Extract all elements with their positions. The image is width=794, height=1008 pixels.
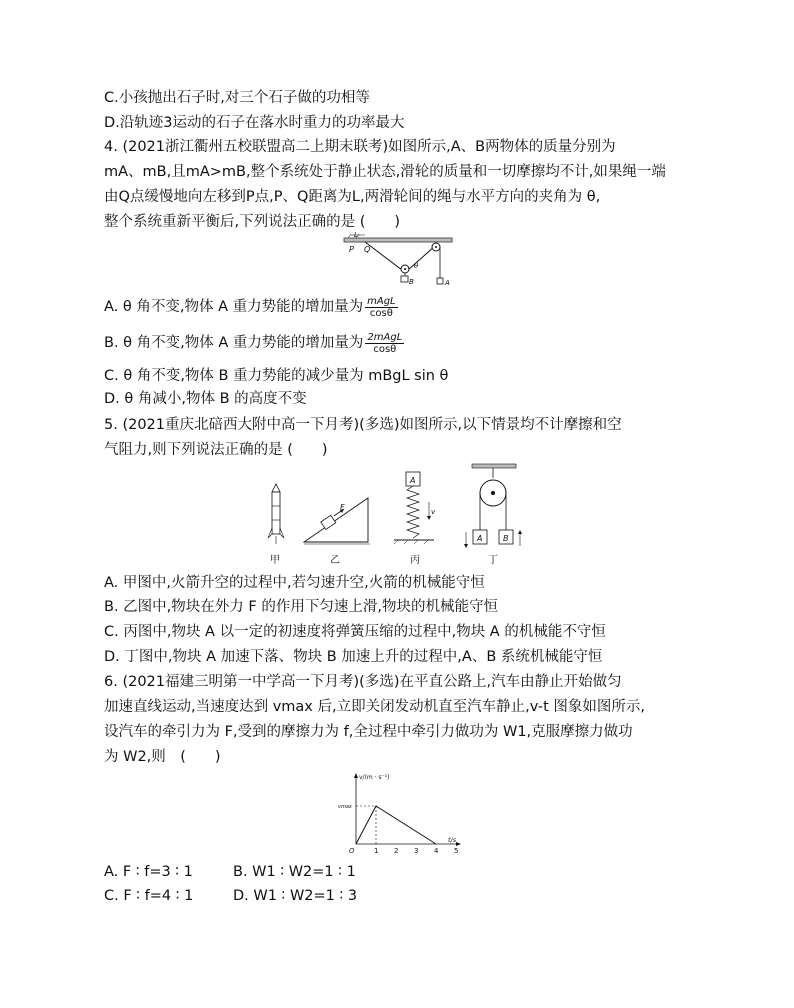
xtick-label-4: 4 [434, 847, 439, 855]
q6-option-b: B. W1 ∶ W2=1 ∶ 1 [233, 864, 356, 880]
rocket-scene [268, 484, 284, 544]
q4-option-b-fraction [365, 332, 404, 355]
q6-option-a: A. F ∶ f=3 ∶ 1 [104, 864, 193, 880]
q6-stem-line2: 加速直线运动,当速度达到 vmax 后,立即关闭发动机直至汽车静止,v-t 图象如图所示, [104, 699, 646, 715]
q5-option-c: C. 丙图中,物块 A 以一定的初速度将弹簧压缩的过程中,物块 A 的机械能不守恒 [104, 624, 606, 640]
label-F: F [340, 503, 345, 512]
q4-option-a [104, 293, 400, 321]
vt-series-line [356, 806, 436, 844]
q4-option-a-denominator: cosθ [369, 307, 393, 319]
label-A-atwood: A [477, 534, 483, 543]
q4-label-theta: θ [414, 262, 419, 270]
q4-label-L: L [354, 232, 358, 239]
x-axis-label: t/s [448, 836, 457, 844]
q4-option-c: C. θ 角不变,物体 B 重力势能的减少量为 mBgL sin θ [104, 368, 449, 384]
q3-option-c: C.小孩抛出石子时,对三个石子做的功相等 [104, 90, 370, 106]
q4-stem-line2: mA、mB,且mA>mB,整个系统处于静止状态,滑轮的质量和一切摩擦均不计,如果绳一端 [104, 164, 666, 180]
q6-vt-chart [334, 770, 474, 856]
q5-stem-line1: 5. (2021重庆北碚西大附中高一下月考)(多选)如图所示,以下情景均不计摩擦和空 [104, 417, 622, 433]
atwood-scene [464, 464, 522, 548]
q6-stem-line4: 为 W2,则 ( ) [104, 749, 221, 765]
label-yi: 乙 [330, 555, 340, 566]
xtick-label-1: 1 [374, 847, 379, 855]
q4-option-a-fraction [365, 296, 398, 319]
q4-label-Q: Q [364, 245, 371, 254]
q4-label-B: B [409, 278, 414, 286]
incline-scene [304, 498, 370, 544]
q5-stem-line2: 气阻力,则下列说法正确的是 ( ) [104, 442, 328, 458]
label-v-spring: v [431, 508, 436, 516]
q4-option-b-numerator: 2mAgL [367, 331, 403, 343]
q4-option-a-text: A. θ 角不变,物体 A 重力势能的增加量为 [104, 299, 364, 315]
xtick-label-5: 5 [454, 847, 459, 855]
label-A-spring: A [410, 476, 416, 485]
q4-option-b-text: B. θ 角不变,物体 A 重力势能的增加量为 [104, 335, 364, 351]
q5-option-d: D. 丁图中,物块 A 加速下落、物块 B 加速上升的过程中,A、B 系统机械能守恒 [104, 649, 603, 665]
label-jia: 甲 [270, 555, 280, 566]
q4-stem-line3: 由Q点缓慢地向左移到P点,P、Q距离为L,两滑轮间的绳与水平方向的夹角为 θ, [104, 189, 601, 205]
q6-stem-line3: 设汽车的牵引力为 F,受到的摩擦力为 f,全过程中牵引力做功为 W1,克服摩擦力做功 [104, 724, 633, 740]
q4-stem-line1: 4. (2021浙江衢州五校联盟高二上期末联考)如图所示,A、B两物体的质量分别为 [104, 139, 616, 155]
ytick-vmax: vmax [338, 804, 352, 810]
q4-option-d: D. θ 角减小,物体 B 的高度不变 [104, 391, 307, 407]
q4-option-a-numerator: mAgL [367, 295, 396, 307]
y-axis-label: v/(m · s⁻¹) [359, 774, 390, 781]
label-B-atwood: B [503, 534, 509, 543]
q6-option-d: D. W1 ∶ W2=1 ∶ 3 [233, 888, 358, 904]
q3-option-d: D.沿轨迹3运动的石子在落水时重力的功率最大 [104, 115, 405, 131]
label-bing: 丙 [410, 555, 420, 566]
xtick-label-2: 2 [394, 847, 399, 855]
y-axis-arrow [354, 773, 358, 778]
vt-marks [349, 806, 458, 855]
x-axis-arrow [456, 842, 461, 846]
q6-option-c: C. F ∶ f=4 ∶ 1 [104, 888, 194, 904]
q4-label-P: P [349, 245, 354, 254]
q4-pulley-figure [342, 232, 457, 290]
q5-option-a: A. 甲图中,火箭升空的过程中,若匀速升空,火箭的机械能守恒 [104, 575, 485, 591]
label-ding: 丁 [488, 555, 498, 566]
q5-four-scenes-figure [262, 462, 524, 570]
q4-option-b-denominator: cosθ [373, 343, 397, 355]
q5-option-b: B. 乙图中,物块在外力 F 的作用下匀速上滑,物块的机械能守恒 [104, 599, 498, 615]
xtick-label-3: 3 [414, 847, 419, 855]
xtick-label-O: O [349, 847, 355, 855]
q4-option-b [104, 329, 406, 357]
q4-label-A: A [445, 279, 450, 287]
q6-stem-line1: 6. (2021福建三明第一中学高一下月考)(多选)在平直公路上,汽车由静止开始做匀 [104, 674, 622, 690]
q4-stem-line4: 整个系统重新平衡后,下列说法正确的是 ( ) [104, 214, 401, 230]
